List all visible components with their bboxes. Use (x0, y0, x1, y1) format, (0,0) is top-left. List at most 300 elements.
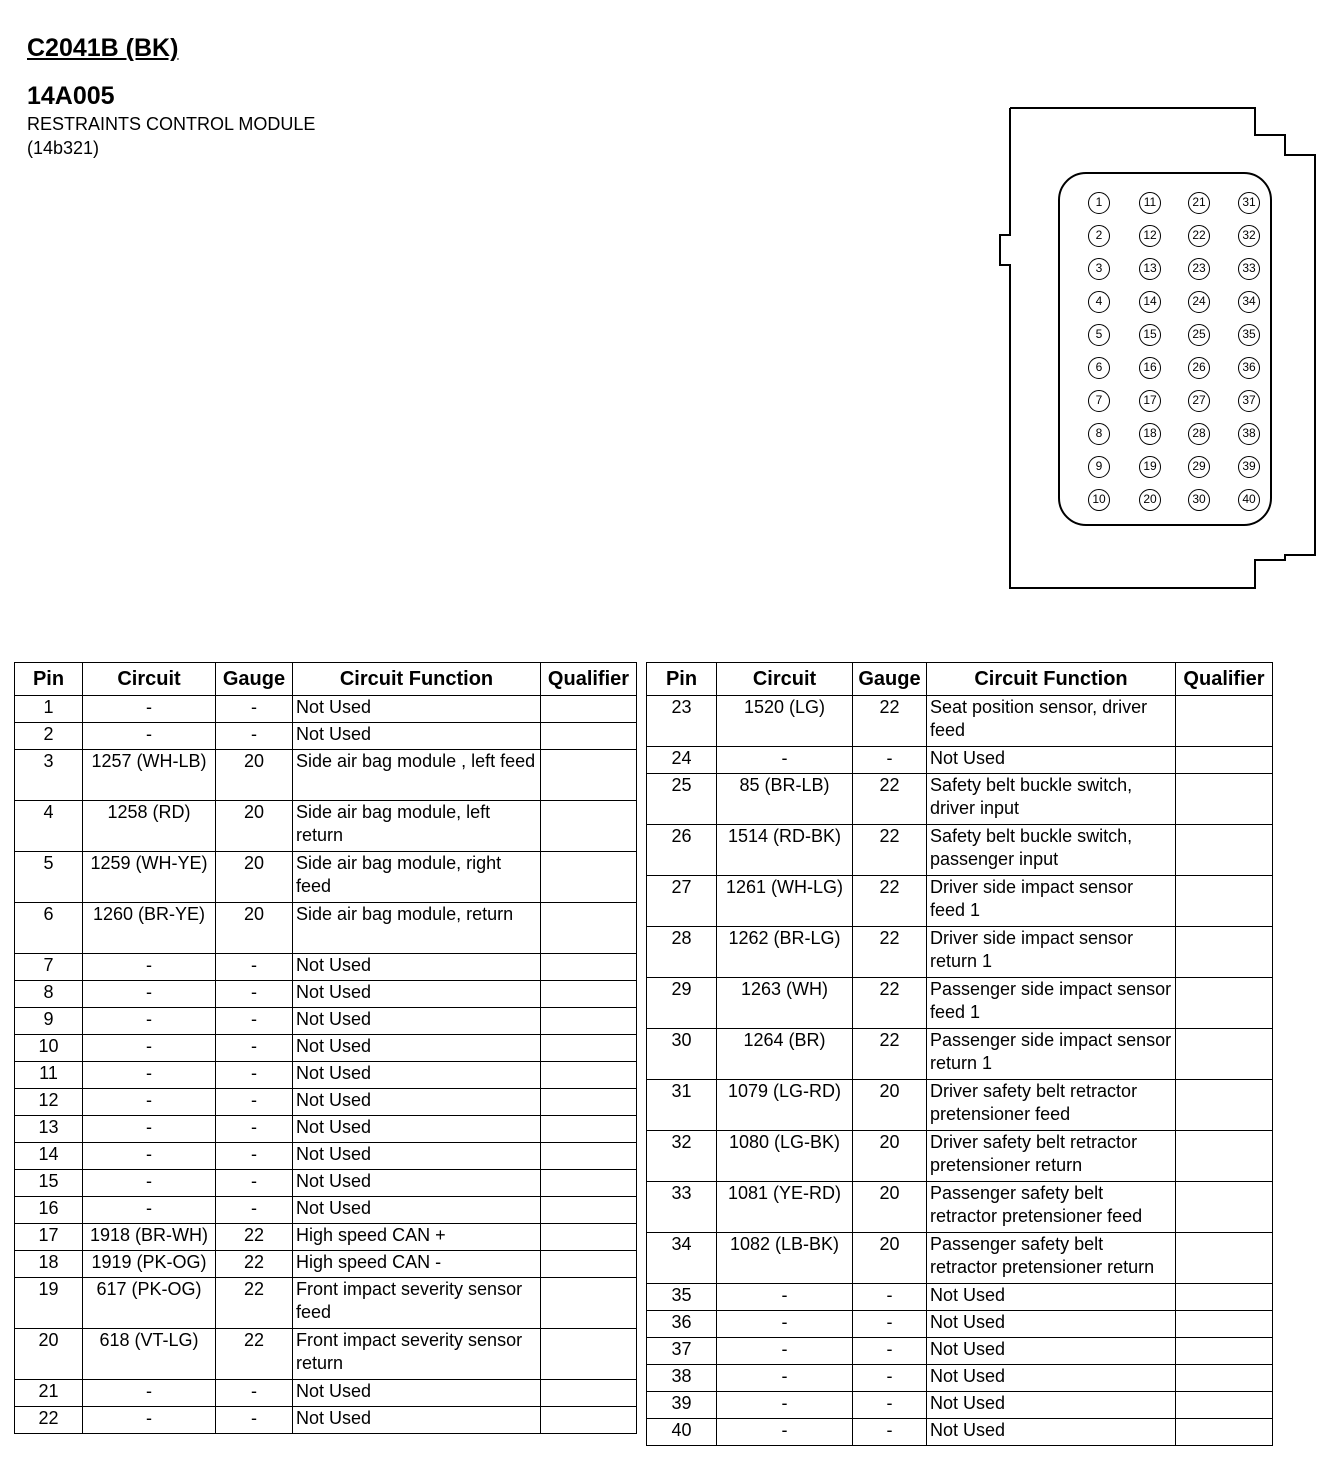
qualifier-cell (1176, 747, 1273, 774)
pin-cell: 13 (15, 1116, 83, 1143)
table-row (15, 1008, 637, 1035)
gauge-cell: 20 (853, 1182, 927, 1233)
pin-cavity-40: 40 (1238, 489, 1260, 511)
gauge-cell: - (216, 1143, 293, 1170)
pin-cavity-24: 24 (1188, 291, 1210, 313)
gauge-cell: 20 (216, 750, 293, 801)
gauge-cell: - (853, 1419, 927, 1446)
gauge-cell: 22 (853, 774, 927, 825)
circuit-cell: - (717, 1419, 853, 1446)
circuit-function-cell: Not Used (927, 1284, 1176, 1311)
pin-cavity-1: 1 (1088, 192, 1110, 214)
gauge-cell: 20 (216, 801, 293, 852)
pin-cell: 7 (15, 954, 83, 981)
circuit-cell: 1520 (LG) (717, 696, 853, 747)
circuit-function-cell: Side air bag module, left return (293, 801, 541, 852)
gauge-cell: - (216, 1035, 293, 1062)
circuit-cell: - (83, 981, 216, 1008)
pin-cavity-14: 14 (1139, 291, 1161, 313)
header-pin: Pin (15, 663, 83, 696)
module-code: (14b321) (27, 138, 100, 158)
pin-cavity-17: 17 (1139, 390, 1161, 412)
part-number: 14A005 (27, 82, 115, 110)
circuit-cell: - (717, 1392, 853, 1419)
connector-face-diagram (990, 100, 1320, 595)
circuit-function-cell: Driver side impact sensor return 1 (927, 927, 1176, 978)
gauge-cell: 22 (216, 1224, 293, 1251)
gauge-cell: - (216, 1197, 293, 1224)
pin-cavity-10: 10 (1088, 489, 1110, 511)
pin-cavity-25: 25 (1188, 324, 1210, 346)
circuit-function-cell: Not Used (293, 1089, 541, 1116)
pin-cavity-27: 27 (1188, 390, 1210, 412)
table-row (647, 1419, 1273, 1446)
gauge-cell: 22 (853, 1029, 927, 1080)
circuit-cell: - (717, 1311, 853, 1338)
table-row (15, 1062, 637, 1089)
pin-cavity-38: 38 (1238, 423, 1260, 445)
circuit-cell: - (83, 1062, 216, 1089)
pin-cavity-29: 29 (1188, 456, 1210, 478)
pin-cell: 10 (15, 1035, 83, 1062)
header-qualifier: Qualifier (541, 663, 637, 696)
pin-cavity-20: 20 (1139, 489, 1161, 511)
circuit-cell: - (83, 1116, 216, 1143)
circuit-function-cell: Not Used (293, 1407, 541, 1434)
gauge-cell: 22 (853, 978, 927, 1029)
pin-cavity-16: 16 (1139, 357, 1161, 379)
circuit-function-cell: Not Used (927, 1311, 1176, 1338)
circuit-function-cell: Side air bag module, right feed (293, 852, 541, 903)
pin-cavity-area (1058, 172, 1272, 526)
table-row (647, 1182, 1273, 1233)
qualifier-cell (541, 1008, 637, 1035)
qualifier-cell (541, 1224, 637, 1251)
pin-cavity-30: 30 (1188, 489, 1210, 511)
circuit-cell: 1079 (LG-RD) (717, 1080, 853, 1131)
gauge-cell: - (216, 1062, 293, 1089)
table-row (15, 696, 637, 723)
table-row (647, 1311, 1273, 1338)
qualifier-cell (541, 1278, 637, 1329)
pin-cell: 19 (15, 1278, 83, 1329)
circuit-function-cell: Not Used (293, 1035, 541, 1062)
pin-cavity-15: 15 (1139, 324, 1161, 346)
circuit-function-cell: Driver side impact sensor feed 1 (927, 876, 1176, 927)
circuit-cell: - (83, 1197, 216, 1224)
pin-cell: 27 (647, 876, 717, 927)
qualifier-cell (1176, 1365, 1273, 1392)
gauge-cell: - (853, 747, 927, 774)
pin-cavity-8: 8 (1088, 423, 1110, 445)
circuit-cell: - (83, 1035, 216, 1062)
gauge-cell: 20 (853, 1080, 927, 1131)
circuit-cell: 618 (VT-LG) (83, 1329, 216, 1380)
pin-cell: 5 (15, 852, 83, 903)
table-row (647, 876, 1273, 927)
circuit-function-cell: Not Used (927, 1419, 1176, 1446)
circuit-cell: 1261 (WH-LG) (717, 876, 853, 927)
circuit-function-cell: Not Used (927, 1338, 1176, 1365)
table-row (15, 1224, 637, 1251)
pin-cavity-2: 2 (1088, 225, 1110, 247)
circuit-cell: 85 (BR-LB) (717, 774, 853, 825)
table-row (647, 1233, 1273, 1284)
pin-cavity-23: 23 (1188, 258, 1210, 280)
pin-cell: 11 (15, 1062, 83, 1089)
circuit-function-cell: Not Used (293, 1380, 541, 1407)
qualifier-cell (541, 696, 637, 723)
circuit-cell: - (83, 954, 216, 981)
pin-cell: 8 (15, 981, 83, 1008)
gauge-cell: - (853, 1392, 927, 1419)
pin-cell: 12 (15, 1089, 83, 1116)
circuit-function-cell: Not Used (293, 981, 541, 1008)
pin-cell: 32 (647, 1131, 717, 1182)
table-row (15, 1035, 637, 1062)
circuit-cell: 1257 (WH-LB) (83, 750, 216, 801)
pinout-table-right (646, 662, 1273, 1446)
pin-cavity-6: 6 (1088, 357, 1110, 379)
qualifier-cell (541, 1062, 637, 1089)
table-row (15, 1089, 637, 1116)
qualifier-cell (1176, 1311, 1273, 1338)
circuit-cell: - (83, 1089, 216, 1116)
pin-cavity-7: 7 (1088, 390, 1110, 412)
circuit-function-cell: Not Used (293, 1116, 541, 1143)
table-row (647, 927, 1273, 978)
header-pin: Pin (647, 663, 717, 696)
pin-cavity-9: 9 (1088, 456, 1110, 478)
module-name: RESTRAINTS CONTROL MODULE (27, 114, 316, 134)
pin-cell: 30 (647, 1029, 717, 1080)
table-row (647, 1080, 1273, 1131)
pin-cavity-26: 26 (1188, 357, 1210, 379)
circuit-function-cell: Not Used (293, 1197, 541, 1224)
circuit-cell: - (717, 1338, 853, 1365)
pin-cell: 33 (647, 1182, 717, 1233)
table-row (15, 1380, 637, 1407)
gauge-cell: 20 (853, 1233, 927, 1284)
table-row (647, 747, 1273, 774)
circuit-function-cell: Not Used (293, 1008, 541, 1035)
circuit-function-cell: Driver safety belt retractor pretensioner feed (927, 1080, 1176, 1131)
circuit-cell: 1264 (BR) (717, 1029, 853, 1080)
table-row (15, 981, 637, 1008)
table-row (15, 1116, 637, 1143)
pin-cell: 17 (15, 1224, 83, 1251)
pin-cavity-3: 3 (1088, 258, 1110, 280)
pin-cell: 24 (647, 747, 717, 774)
table-row (15, 903, 637, 954)
circuit-function-cell: Not Used (293, 1170, 541, 1197)
table-row (15, 1197, 637, 1224)
gauge-cell: - (853, 1365, 927, 1392)
qualifier-cell (541, 954, 637, 981)
qualifier-cell (541, 1143, 637, 1170)
table-row (647, 825, 1273, 876)
pin-cell: 1 (15, 696, 83, 723)
gauge-cell: - (216, 723, 293, 750)
pin-cell: 40 (647, 1419, 717, 1446)
qualifier-cell (541, 1089, 637, 1116)
gauge-cell: - (853, 1311, 927, 1338)
gauge-cell: - (853, 1338, 927, 1365)
qualifier-cell (541, 1407, 637, 1434)
circuit-cell: - (717, 747, 853, 774)
table-row (15, 1251, 637, 1278)
circuit-cell: 617 (PK-OG) (83, 1278, 216, 1329)
qualifier-cell (1176, 927, 1273, 978)
pin-cell: 37 (647, 1338, 717, 1365)
circuit-cell: 1258 (RD) (83, 801, 216, 852)
pin-cavity-39: 39 (1238, 456, 1260, 478)
circuit-cell: - (83, 696, 216, 723)
circuit-cell: 1259 (WH-YE) (83, 852, 216, 903)
circuit-cell: 1263 (WH) (717, 978, 853, 1029)
gauge-cell: - (216, 1089, 293, 1116)
qualifier-cell (1176, 774, 1273, 825)
table-row (647, 978, 1273, 1029)
qualifier-cell (541, 1035, 637, 1062)
circuit-cell: 1262 (BR-LG) (717, 927, 853, 978)
pin-cell: 34 (647, 1233, 717, 1284)
pin-cell: 35 (647, 1284, 717, 1311)
circuit-function-cell: Seat position sensor, driver feed (927, 696, 1176, 747)
circuit-function-cell: Not Used (927, 1365, 1176, 1392)
qualifier-cell (1176, 1284, 1273, 1311)
pin-cell: 9 (15, 1008, 83, 1035)
pin-cell: 18 (15, 1251, 83, 1278)
pin-cell: 14 (15, 1143, 83, 1170)
pin-cell: 4 (15, 801, 83, 852)
qualifier-cell (541, 1116, 637, 1143)
pin-cavity-11: 11 (1139, 192, 1161, 214)
gauge-cell: 20 (216, 852, 293, 903)
gauge-cell: 20 (216, 903, 293, 954)
pin-cell: 23 (647, 696, 717, 747)
table-row (15, 1407, 637, 1434)
gauge-cell: 22 (216, 1329, 293, 1380)
circuit-cell: 1514 (RD-BK) (717, 825, 853, 876)
qualifier-cell (541, 1329, 637, 1380)
circuit-function-cell: Not Used (293, 1143, 541, 1170)
circuit-function-cell: Not Used (293, 954, 541, 981)
gauge-cell: 22 (216, 1251, 293, 1278)
circuit-function-cell: Passenger side impact sensor feed 1 (927, 978, 1176, 1029)
circuit-cell: - (717, 1365, 853, 1392)
pin-cavity-35: 35 (1238, 324, 1260, 346)
pin-cell: 20 (15, 1329, 83, 1380)
table-row (15, 1170, 637, 1197)
gauge-cell: 22 (853, 876, 927, 927)
pin-cavity-21: 21 (1188, 192, 1210, 214)
circuit-function-cell: Passenger safety belt retractor pretensioner feed (927, 1182, 1176, 1233)
circuit-cell: - (83, 1008, 216, 1035)
table-row (15, 723, 637, 750)
gauge-cell: - (216, 1380, 293, 1407)
pin-cell: 3 (15, 750, 83, 801)
pin-cavity-32: 32 (1238, 225, 1260, 247)
table-row (15, 1143, 637, 1170)
qualifier-cell (1176, 1392, 1273, 1419)
header-qualifier: Qualifier (1176, 663, 1273, 696)
gauge-cell: 22 (216, 1278, 293, 1329)
circuit-function-cell: Not Used (927, 747, 1176, 774)
pinout-table-left (14, 662, 637, 1434)
connector-id: C2041B (BK) (27, 34, 179, 62)
circuit-function-cell: Not Used (293, 696, 541, 723)
circuit-function-cell: Side air bag module, return (293, 903, 541, 954)
circuit-function-cell: Front impact severity sensor return (293, 1329, 541, 1380)
pin-cell: 6 (15, 903, 83, 954)
circuit-function-cell: Passenger side impact sensor return 1 (927, 1029, 1176, 1080)
qualifier-cell (541, 750, 637, 801)
circuit-function-cell: Side air bag module , left feed (293, 750, 541, 801)
pin-cell: 26 (647, 825, 717, 876)
gauge-cell: - (216, 954, 293, 981)
circuit-function-cell: Passenger safety belt retractor pretensioner return (927, 1233, 1176, 1284)
circuit-function-cell: Safety belt buckle switch, driver input (927, 774, 1176, 825)
table-row (647, 1365, 1273, 1392)
table-header-row (647, 663, 1273, 696)
qualifier-cell (541, 723, 637, 750)
table-row (647, 774, 1273, 825)
circuit-cell: - (83, 1170, 216, 1197)
qualifier-cell (541, 1251, 637, 1278)
qualifier-cell (1176, 1419, 1273, 1446)
circuit-cell: 1260 (BR-YE) (83, 903, 216, 954)
qualifier-cell (1176, 1338, 1273, 1365)
pin-cell: 29 (647, 978, 717, 1029)
gauge-cell: - (216, 1407, 293, 1434)
circuit-cell: - (717, 1284, 853, 1311)
qualifier-cell (1176, 1131, 1273, 1182)
table-row (647, 1392, 1273, 1419)
circuit-function-cell: Not Used (927, 1392, 1176, 1419)
gauge-cell: 20 (853, 1131, 927, 1182)
table-row (15, 1329, 637, 1380)
qualifier-cell (541, 903, 637, 954)
qualifier-cell (541, 1170, 637, 1197)
pin-cavity-19: 19 (1139, 456, 1161, 478)
gauge-cell: 22 (853, 825, 927, 876)
qualifier-cell (541, 852, 637, 903)
header-circuit: Circuit (83, 663, 216, 696)
qualifier-cell (541, 981, 637, 1008)
qualifier-cell (1176, 696, 1273, 747)
pin-cavity-22: 22 (1188, 225, 1210, 247)
pin-cavity-4: 4 (1088, 291, 1110, 313)
qualifier-cell (1176, 978, 1273, 1029)
pin-cavity-18: 18 (1139, 423, 1161, 445)
pin-cell: 25 (647, 774, 717, 825)
pin-cavity-5: 5 (1088, 324, 1110, 346)
pin-cavity-13: 13 (1139, 258, 1161, 280)
circuit-function-cell: Driver safety belt retractor pretensioner return (927, 1131, 1176, 1182)
circuit-function-cell: Not Used (293, 1062, 541, 1089)
pin-cavity-12: 12 (1139, 225, 1161, 247)
pin-cavity-28: 28 (1188, 423, 1210, 445)
table-row (647, 1131, 1273, 1182)
table-row (647, 1284, 1273, 1311)
header-gauge: Gauge (216, 663, 293, 696)
pin-cell: 2 (15, 723, 83, 750)
pin-cell: 16 (15, 1197, 83, 1224)
pin-cavity-37: 37 (1238, 390, 1260, 412)
pin-cell: 36 (647, 1311, 717, 1338)
circuit-function-cell: Safety belt buckle switch, passenger input (927, 825, 1176, 876)
circuit-function-cell: High speed CAN + (293, 1224, 541, 1251)
table-row (15, 801, 637, 852)
table-header-row (15, 663, 637, 696)
circuit-cell: - (83, 723, 216, 750)
qualifier-cell (1176, 825, 1273, 876)
table-row (647, 1338, 1273, 1365)
qualifier-cell (1176, 1029, 1273, 1080)
pin-cell: 21 (15, 1380, 83, 1407)
header-circuit-function: Circuit Function (293, 663, 541, 696)
gauge-cell: - (216, 1116, 293, 1143)
pin-cell: 38 (647, 1365, 717, 1392)
table-row (15, 852, 637, 903)
circuit-cell: - (83, 1380, 216, 1407)
pin-cavity-31: 31 (1238, 192, 1260, 214)
table-row (647, 1029, 1273, 1080)
gauge-cell: - (216, 1008, 293, 1035)
gauge-cell: - (216, 696, 293, 723)
qualifier-cell (1176, 1233, 1273, 1284)
circuit-cell: 1082 (LB-BK) (717, 1233, 853, 1284)
pin-cell: 31 (647, 1080, 717, 1131)
pin-cell: 22 (15, 1407, 83, 1434)
qualifier-cell (1176, 1080, 1273, 1131)
gauge-cell: 22 (853, 696, 927, 747)
header-circuit-function: Circuit Function (927, 663, 1176, 696)
gauge-cell: 22 (853, 927, 927, 978)
qualifier-cell (541, 1380, 637, 1407)
table-row (15, 1278, 637, 1329)
pin-cell: 39 (647, 1392, 717, 1419)
pin-cavity-34: 34 (1238, 291, 1260, 313)
qualifier-cell (541, 801, 637, 852)
pin-cell: 28 (647, 927, 717, 978)
pin-cavity-36: 36 (1238, 357, 1260, 379)
table-row (15, 750, 637, 801)
circuit-function-cell: Front impact severity sensor feed (293, 1278, 541, 1329)
qualifier-cell (1176, 1182, 1273, 1233)
table-row (647, 696, 1273, 747)
gauge-cell: - (853, 1284, 927, 1311)
circuit-cell: 1919 (PK-OG) (83, 1251, 216, 1278)
qualifier-cell (1176, 876, 1273, 927)
qualifier-cell (541, 1197, 637, 1224)
circuit-cell: - (83, 1407, 216, 1434)
circuit-cell: 1918 (BR-WH) (83, 1224, 216, 1251)
table-row (15, 954, 637, 981)
header-circuit: Circuit (717, 663, 853, 696)
circuit-cell: 1080 (LG-BK) (717, 1131, 853, 1182)
gauge-cell: - (216, 981, 293, 1008)
circuit-function-cell: Not Used (293, 723, 541, 750)
circuit-cell: 1081 (YE-RD) (717, 1182, 853, 1233)
pin-cavity-33: 33 (1238, 258, 1260, 280)
gauge-cell: - (216, 1170, 293, 1197)
circuit-cell: - (83, 1143, 216, 1170)
pin-cell: 15 (15, 1170, 83, 1197)
circuit-function-cell: High speed CAN - (293, 1251, 541, 1278)
header-gauge: Gauge (853, 663, 927, 696)
